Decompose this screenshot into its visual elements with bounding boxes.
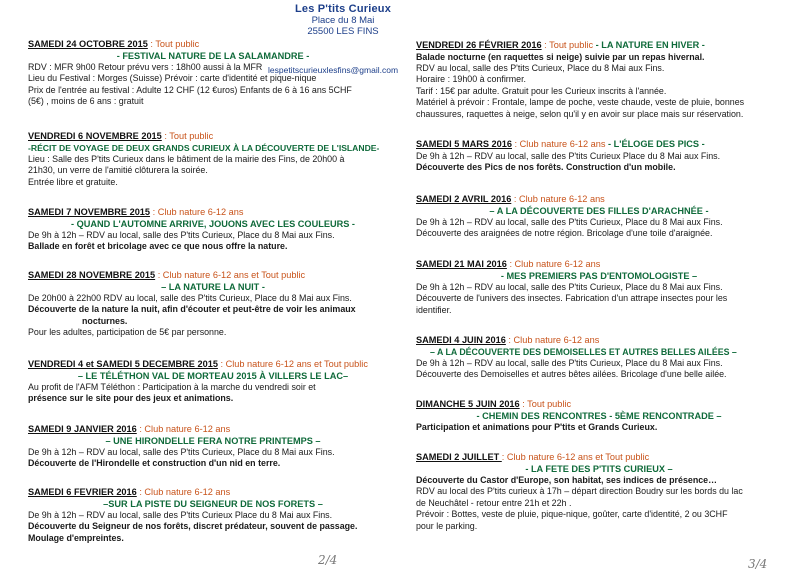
event-title: - MES PREMIERS PAS D'ENTOMOLOGISTE – <box>500 270 698 281</box>
event-line: Lieu du Festival : Morges (Suisse) Prévoir : carte d'identité et pique-nique <box>28 73 317 84</box>
event <box>416 40 782 120</box>
event-date: SAMEDI 2 JUILLET <box>416 452 502 462</box>
event-highlight: Participation et animations pour P'tits et Grands Curieux. <box>416 422 658 432</box>
event-category: : Club nature 6-12 ans <box>150 207 244 217</box>
event-line: RDV : MFR 9h00 Retour prévu vers : 18h00 aussi à la MFR <box>28 62 263 72</box>
event <box>416 259 782 316</box>
event-line: Tarif : 15€ par adulte. Gratuit pour les Curieux inscrits à l'année. <box>416 85 667 96</box>
event-date: VENDREDI 4 et SAMEDI 5 DECEMBRE 2015 <box>28 359 218 369</box>
event-line: De 9h à 12h – RDV au local, salle des P'tits Curieux, Place du 8 Mai aux Fins. <box>28 230 335 240</box>
event-highlight: Découverte des Pics de nos forêts. Construction d'un mobile. <box>416 161 676 172</box>
event-line: Prévoir : Bottes, veste de pluie, pique-nique, goûter, carte d'identité, 2 ou 3CHF <box>416 509 728 520</box>
event-date: SAMEDI 7 NOVEMBRE 2015 <box>28 207 151 217</box>
event-title: - CHEMIN DES RENCONTRES - 5ÈME RENCONTRADE – <box>476 410 722 421</box>
event-title: - L'ÉLOGE DES PICS - <box>608 139 705 149</box>
event-category: : Tout public <box>541 40 596 50</box>
event-category: : Club nature 6-12 ans <box>136 424 231 434</box>
event-category: : Club nature 6-12 ans et Tout public <box>501 452 650 462</box>
event-date: SAMEDI 6 FEVRIER 2016 <box>28 487 137 497</box>
address-line: Place du 8 Mai <box>311 15 375 26</box>
event-line: Découverte de l'univers des insectes. Fabrication d'un attrape insectes pour les <box>416 293 728 304</box>
event <box>416 399 782 433</box>
event-category: : Club nature 6-12 ans et Tout public <box>155 270 306 280</box>
event-line: De 9h à 12h – RDV au local, salle des P'tits Curieux, Place du 8 Mai aux Fins. <box>28 447 335 457</box>
event-line: De 9h à 12h – RDV au local, salle des P'tits Curieux, Place du 8 Mai aux Fins. <box>416 358 723 368</box>
event <box>28 359 398 405</box>
event-category: : Tout public <box>161 131 214 141</box>
event-title: – LE TÉLÉTHON VAL DE MORTEAU 2015 À VILLERS LE LAC– <box>77 370 349 381</box>
event <box>28 270 398 339</box>
event-line: de Neuchâtel - retour entre 21h et 22h . <box>416 497 572 508</box>
event-line: De 9h à 12h – RDV au local, salle des P'tits Curieux, Place du 8 Mai aux Fins. <box>416 217 723 227</box>
event-line: (5€) , moins de 6 ans : gratuit <box>28 96 144 107</box>
event-highlight: Balade nocturne (en raquettes si neige) suivie par un repas hivernal. <box>416 51 705 62</box>
event-highlight: Découverte du Seigneur de nos forêts, discret prédateur, souvent de passage. <box>28 521 358 532</box>
event-date: SAMEDI 4 JUIN 2016 <box>416 335 506 345</box>
event-highlight: Ballade en forêt et bricolage avec ce que nous offre la nature. <box>28 241 288 252</box>
event <box>416 452 782 532</box>
event-category: : Club nature 6-12 ans <box>136 487 231 497</box>
event-date: VENDREDI 6 NOVEMBRE 2015 <box>28 131 162 141</box>
event-highlight: nocturnes. <box>82 315 128 326</box>
event-line: pour le parking. <box>416 520 478 531</box>
event <box>416 139 782 173</box>
event-category: : Tout public <box>147 39 200 49</box>
header <box>268 3 418 75</box>
event-date: SAMEDI 2 AVRIL 2016 <box>416 194 512 204</box>
event-highlight: Moulage d'empreintes. <box>28 532 124 543</box>
event-date: SAMEDI 21 MAI 2016 <box>416 259 507 269</box>
event-highlight: Découverte du Castor d'Europe, son habitat, ses indices de présence… <box>416 475 717 485</box>
event-date: SAMEDI 28 NOVEMBRE 2015 <box>28 270 156 280</box>
event <box>28 131 398 188</box>
event-line: Entrée libre et gratuite. <box>28 176 118 187</box>
event-date: SAMEDI 24 OCTOBRE 2015 <box>28 39 148 49</box>
brand-title: Les P'tits Curieux <box>294 3 392 15</box>
event-line: RDV au local des P'tits curieux à 17h – départ direction Boudry sur les bords du lac <box>416 486 743 497</box>
event-line: Matériel à prévoir : Frontale, lampe de poche, veste chaude, veste de pluie, bonnes <box>416 97 745 108</box>
event-highlight: Découverte de l'Hirondelle et construction d'un nid en terre. <box>28 458 281 469</box>
event-title: – LA NATURE LA NUIT - <box>161 281 265 292</box>
event-line: Au profit de l'AFM Téléthon : Participation à la marche du vendredi soir et <box>28 382 316 392</box>
event-title: - FESTIVAL NATURE DE LA SALAMANDRE - <box>116 50 310 61</box>
event <box>416 335 782 381</box>
address-line: 25500 LES FINS <box>307 26 379 37</box>
event-line: identifier. <box>416 304 452 315</box>
event-line: Lieu : Salle des P'tits Curieux dans le bâtiment de la mairie des Fins, de 20h00 à <box>28 154 345 164</box>
event-date: VENDREDI 26 FÉVRIER 2016 <box>416 40 542 50</box>
event-title: –SUR LA PISTE DU SEIGNEUR DE NOS FORETS – <box>103 498 323 509</box>
event-category: : Club nature 6-12 ans <box>511 194 605 204</box>
event-date: DIMANCHE 5 JUIN 2016 <box>416 399 520 409</box>
event-title: – A LA DÉCOUVERTE DES DEMOISELLES ET AUTRES BELLES AILÉES – <box>430 346 737 357</box>
event-title: – A LA DÉCOUVERTE DES FILLES D'ARACHNÉE - <box>489 205 709 216</box>
event-date: SAMEDI 9 JANVIER 2016 <box>28 424 137 434</box>
event-line: 21h30, un verre de l'amitié clôturera la soirée. <box>28 165 208 176</box>
event-category: : Club nature 6-12 ans <box>512 139 609 149</box>
email: lespetitscurieuxlesfins@gmail.com <box>268 65 399 75</box>
event-title: - LA FETE DES P'TITS CURIEUX – <box>525 463 673 474</box>
event-line: RDV au local, salle des P'tits Curieux, Place du 8 Mai aux Fins. <box>416 62 665 73</box>
event-line: De 9h à 12h – RDV au local, salle des P'tits Curieux, Place du 8 Mai aux Fins. <box>416 282 723 292</box>
event-line: Pour les adultes, participation de 5€ par personne. <box>28 327 227 338</box>
event-line: Découverte des Demoiselles et autres bêtes ailées. Bricolage d'une belle ailée. <box>416 369 727 380</box>
event-title: -RÉCIT DE VOYAGE DE DEUX GRANDS CURIEUX À LA DÉCOUVERTE DE L'ISLANDE- <box>28 142 380 153</box>
event-highlight: présence sur le site pour des jeux et animations. <box>28 393 234 404</box>
event-highlight: Découverte de la nature la nuit, afin d'écouter et peut-être de voir les animaux <box>28 304 356 315</box>
event-title: - LA NATURE EN HIVER - <box>595 40 705 50</box>
event <box>28 487 398 544</box>
event-category: : Club nature 6-12 ans <box>506 259 601 269</box>
event-category: : Tout public <box>519 399 572 409</box>
event-line: Prix de l'entrée au festival : Adulte 12 CHF (12 €uros) Enfants de 6 à 16 ans 5CHF <box>28 84 352 95</box>
event-line: Découverte des araignées de notre région. Bricolage d'une toile d'araignée. <box>416 228 713 239</box>
event-category: : Club nature 6-12 ans <box>505 335 600 345</box>
event <box>28 39 398 108</box>
event-line: Horaire : 19h00 à confirmer. <box>416 74 527 85</box>
event-date: SAMEDI 5 MARS 2016 <box>416 139 512 149</box>
page-number: 3/4 <box>748 557 768 571</box>
event-line: chaussures, raquettes à neige, selon qu'il y en avoir sur place mais sur réservation. <box>416 108 744 119</box>
event <box>28 424 398 470</box>
event <box>28 207 398 253</box>
event-line: De 9h à 12h – RDV au local, salle des P'tits Curieux Place du 8 Mai aux Fins. <box>28 510 333 520</box>
event-line: De 20h00 à 22h00 RDV au local, salle des P'tits Curieux, Place du 8 Mai aux Fins. <box>28 293 352 303</box>
event-line: De 9h à 12h – RDV au local, salle des P'tits Curieux Place du 8 Mai aux Fins. <box>416 150 721 161</box>
event-title: - QUAND L'AUTOMNE ARRIVE, JOUONS AVEC LES COULEURS - <box>71 218 355 229</box>
event-category: : Club nature 6-12 ans et Tout public <box>217 359 368 369</box>
page-number: 2/4 <box>318 553 338 567</box>
event-title: – UNE HIRONDELLE FERA NOTRE PRINTEMPS – <box>105 435 321 446</box>
event <box>416 194 782 240</box>
